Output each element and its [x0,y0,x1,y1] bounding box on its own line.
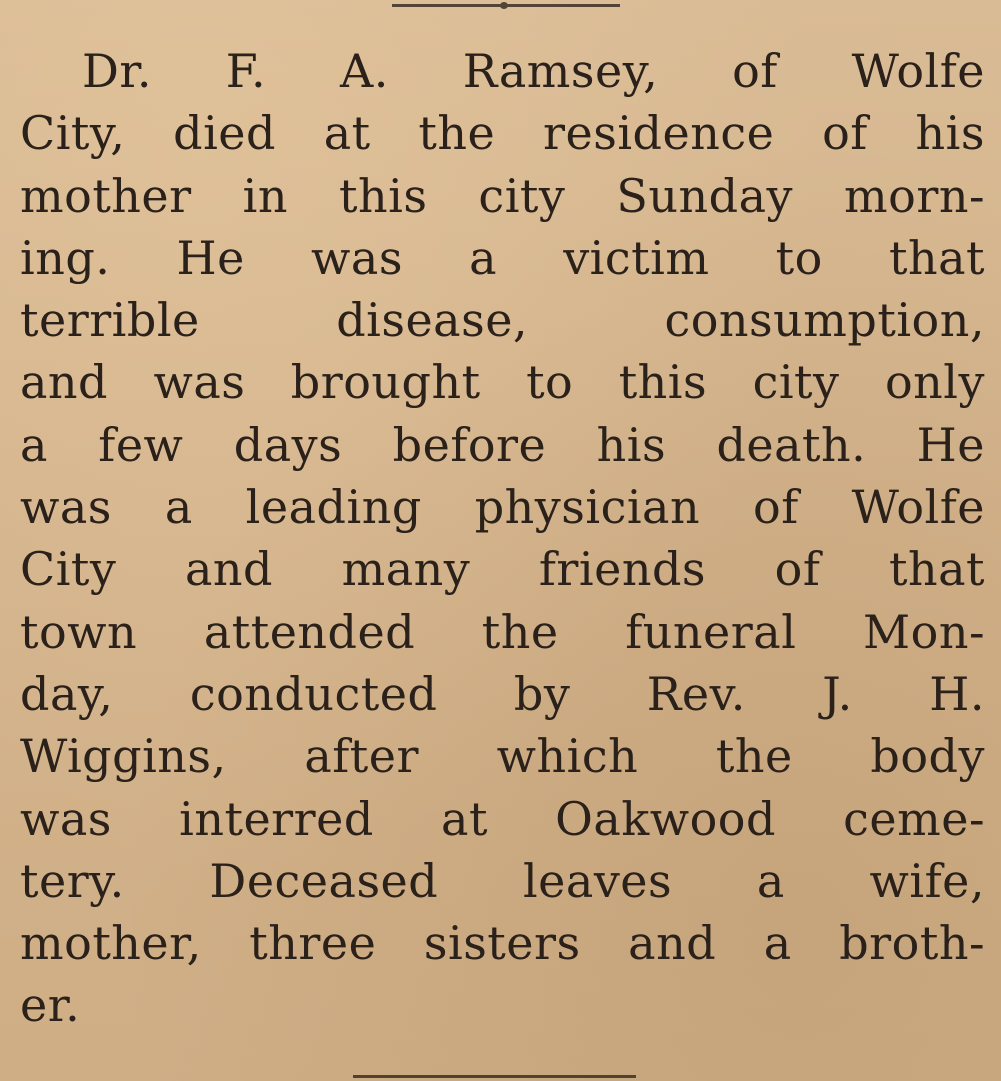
article-line: and was brought to this city only [20,355,985,410]
article-line: was a leading physician of Wolfe [20,480,985,535]
article-line: a few days before his death. He [20,417,985,472]
bottom-column-rule [353,1075,636,1078]
article-line: City, died at the residence of his [20,106,985,161]
article-line: was interred at Oakwood ceme- [20,791,985,846]
obituary-article [20,40,985,1037]
article-line: Dr. F. A. Ramsey, of Wolfe [82,44,985,98]
article-line: er. [20,978,81,1033]
rule-ornament [500,2,508,9]
article-line: day, conducted by Rev. J. H. [20,666,985,721]
article-line: mother in this city Sunday morn- [20,168,985,223]
article-line: mother, three sisters and a broth- [20,916,985,971]
article-line: Wiggins, after which the body [20,729,985,784]
article-line: ing. He was a victim to that [20,230,985,285]
article-line: town attended the funeral Mon- [20,604,985,659]
article-line: terrible disease, consumption, [20,293,985,348]
article-line: City and many friends of that [20,542,985,597]
article-line: tery. Deceased leaves a wife, [20,853,985,908]
top-column-rule [392,4,620,7]
